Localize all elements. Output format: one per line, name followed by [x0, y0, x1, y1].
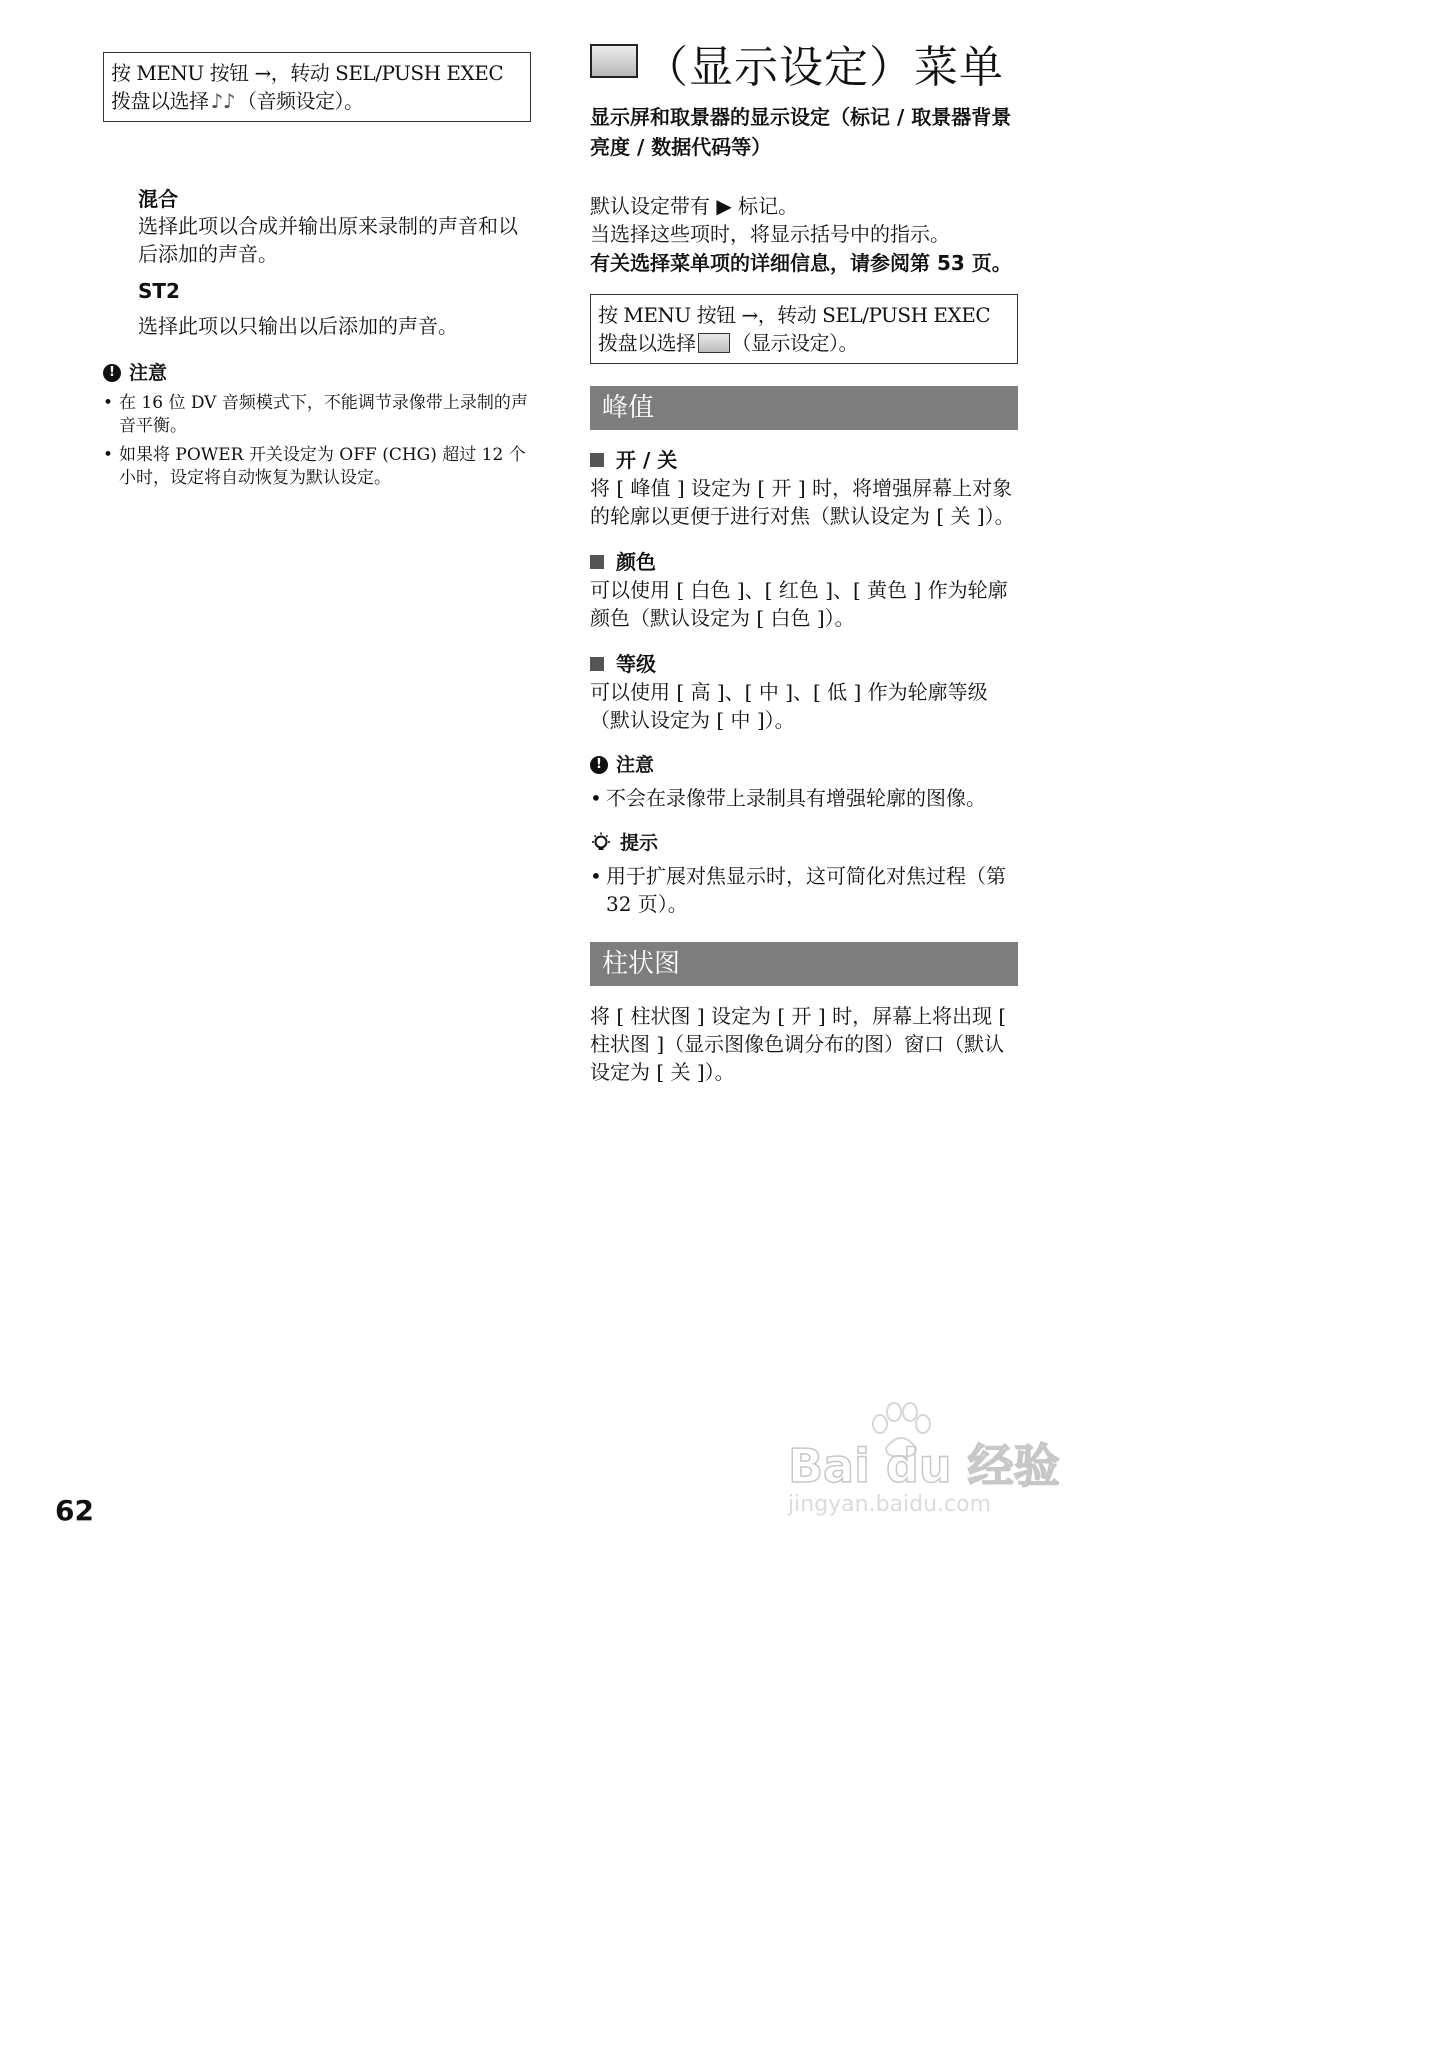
list-item: • 用于扩展对焦显示时，这可简化对焦过程（第 32 页）。	[590, 862, 1018, 918]
caution-icon: !	[103, 364, 121, 382]
section-header-histogram: 柱状图	[590, 942, 1018, 986]
square-bullet-icon	[590, 555, 604, 569]
mix-body: 选择此项以合成并输出原来录制的声音和以后添加的声音。	[138, 214, 518, 266]
page-title	[590, 40, 1018, 96]
display-instruction-box	[590, 294, 1018, 364]
st2-title: ST2	[138, 279, 180, 303]
page-subtitle: 显示屏和取景器的显示设定（标记 / 取景器背景亮度 / 数据代码等）	[590, 105, 1012, 159]
peaking-level-body: 可以使用 [ 高 ]、[ 中 ]、[ 低 ] 作为轮廓等级（默认设定为 [ 中 ]）。	[590, 680, 988, 732]
peaking-onoff-body: 将 [ 峰值 ] 设定为 [ 开 ] 时，将增强屏幕上对象的轮廓以更便于进行对焦（默认设定为 [ 关 ]）。	[590, 476, 1015, 528]
instruction-line-2-suffix: （音频设定）。	[237, 89, 364, 113]
instruction-line-1: 按 MENU 按钮 →，转动 SEL/PUSH EXEC	[111, 61, 504, 85]
list-item: • 不会在录像带上录制具有增强轮廓的图像。	[590, 784, 1018, 812]
lightbulb-icon	[590, 832, 612, 854]
peaking-onoff-title: 开 / 关	[616, 448, 678, 472]
watermark-url: jingyan.baidu.com	[788, 1492, 992, 1517]
square-bullet-icon	[590, 453, 604, 467]
intro-line-3: 有关选择菜单项的详细信息，请参阅第 53 页。	[590, 251, 1012, 275]
mix-title: 混合	[138, 187, 178, 211]
peaking-note-list	[590, 784, 1018, 812]
music-notes-icon: ♪♪	[210, 89, 236, 113]
st2-body: 选择此项以只输出以后添加的声音。	[138, 314, 458, 338]
baidu-jingyan-watermark	[788, 1400, 1060, 1540]
instruction-line-2-prefix: 拨盘以选择	[111, 89, 209, 113]
intro-line-2: 当选择这些项时，将显示括号中的指示。	[590, 222, 950, 246]
section-header-peaking: 峰值	[590, 386, 1018, 430]
instruction-line-2	[598, 329, 1011, 357]
instruction-line-2-prefix: 拨盘以选择	[598, 331, 696, 355]
peaking-level-title: 等级	[616, 652, 656, 676]
peaking-color-title: 颜色	[616, 550, 656, 574]
instruction-line-2	[111, 87, 524, 115]
histogram-body: 将 [ 柱状图 ] 设定为 [ 开 ] 时，屏幕上将出现 [ 柱状图 ]（显示图像色调分布的图）窗口（默认设定为 [ 关 ]）。	[590, 1004, 1007, 1084]
page-number: 62	[55, 1494, 94, 1527]
intro-line-1: 默认设定带有 ▶ 标记。	[590, 194, 799, 218]
peaking-onoff-heading	[590, 446, 1018, 474]
display-settings-icon	[590, 44, 638, 78]
peaking-color-heading	[590, 548, 1018, 576]
peaking-tip-title: 提示	[620, 832, 659, 854]
page-title-text: （显示设定）菜单	[644, 42, 1004, 93]
peaking-note-heading	[590, 752, 1018, 778]
display-settings-icon	[698, 333, 730, 353]
caution-icon: !	[590, 756, 608, 774]
right-column	[590, 40, 1018, 1086]
left-column	[103, 52, 531, 490]
left-note-heading	[103, 360, 531, 386]
peaking-level-heading	[590, 650, 1018, 678]
audio-instruction-box	[103, 52, 531, 122]
instruction-line-1: 按 MENU 按钮 →，转动 SEL/PUSH EXEC	[598, 303, 991, 327]
peaking-note-title: 注意	[616, 754, 655, 776]
left-note-title: 注意	[129, 362, 168, 384]
list-item: • 在 16 位 DV 音频模式下，不能调节录像带上录制的声音平衡。	[103, 392, 531, 438]
list-item: • 如果将 POWER 开关设定为 OFF (CHG) 超过 12 个小时，设定将自动恢复为默认设定。	[103, 444, 531, 490]
square-bullet-icon	[590, 657, 604, 671]
left-note-list	[103, 392, 531, 490]
instruction-line-2-suffix: （显示设定）。	[731, 331, 858, 355]
peaking-tip-list	[590, 862, 1018, 918]
watermark-logo-text: Bai du 经验	[788, 1439, 1060, 1493]
peaking-color-body: 可以使用 [ 白色 ]、[ 红色 ]、[ 黄色 ] 作为轮廓颜色（默认设定为 [ 白色 ]）。	[590, 578, 1008, 630]
peaking-tip-heading	[590, 830, 1018, 856]
